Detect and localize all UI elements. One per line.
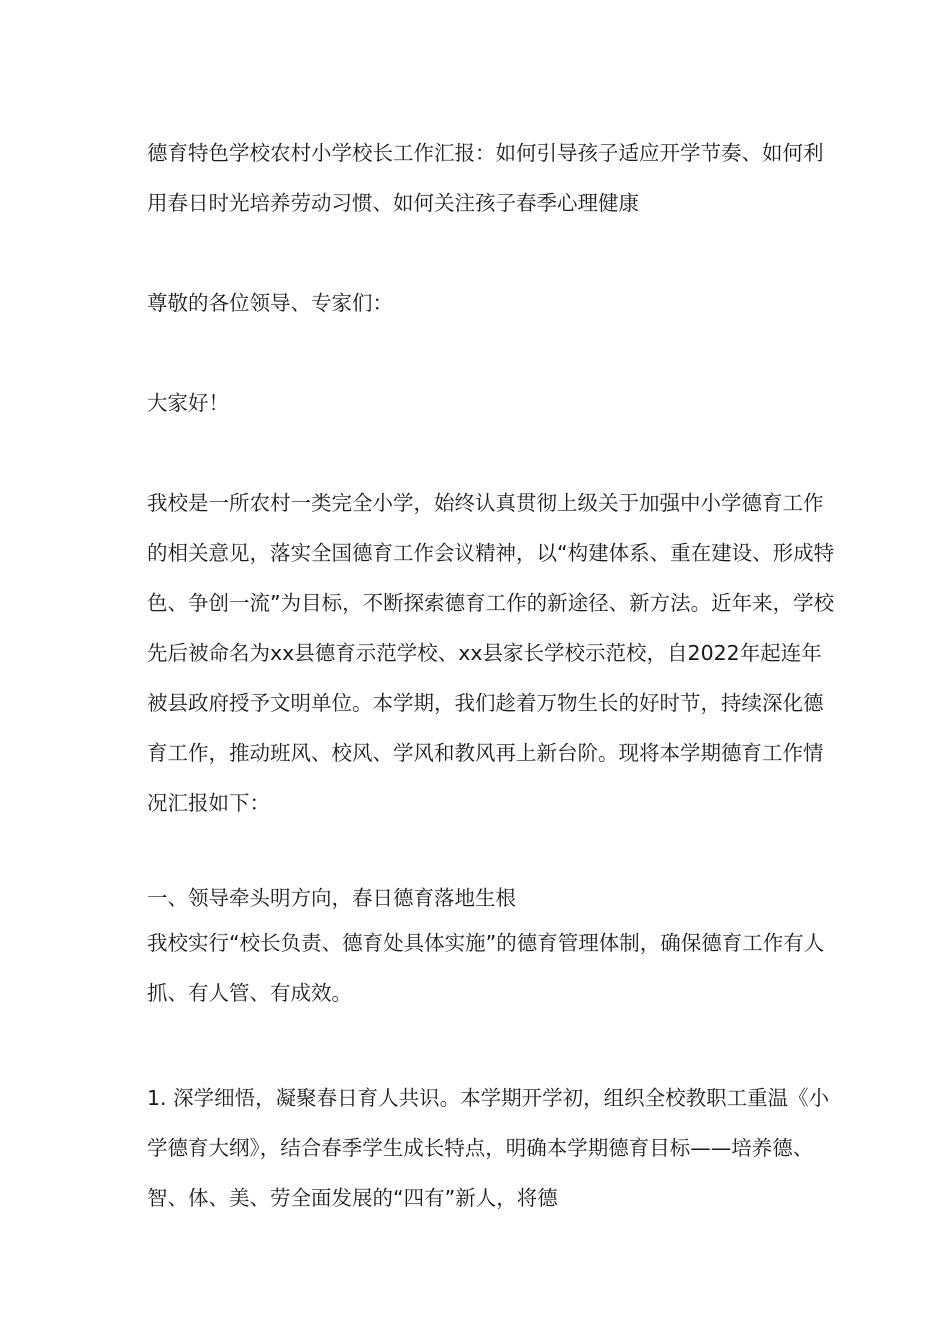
section-1-heading: 一、领导牵头明方向，春日德育落地生根: [147, 886, 516, 910]
greeting: 大家好！: [147, 391, 229, 415]
document-body: [147, 128, 837, 1223]
intro-paragraph: 我校是一所农村一类完全小学，始终认真贯彻上级关于加强中小学德育工作的相关意见，落实全国德育工作会议精神，以“构建体系、重在建设、形成特色、争创一流”为目标，不断探索德育工作的新途径、新方法。近年来，学校先后被命名为xx县德育示范学校、xx县家长学校示范校，自2022年起连年被县政府授予文明单位。本学期，我们趁着万物生长的好时节，持续深化德育工作，推动班风、校风、学风和教风再上新台阶。现将本学期德育工作情况汇报如下：: [147, 491, 835, 815]
salutation: 尊敬的各位领导、专家们：: [147, 291, 393, 315]
section-1-paragraph: 我校实行“校长负责、德育处具体实施”的德育管理体制，确保德育工作有人抓、有人管、有成效。: [147, 931, 825, 1005]
document-title: 德育特色学校农村小学校长工作汇报：如何引导孩子适应开学节奏、如何利用春日时光培养劳动习惯、如何关注孩子春季心理健康: [147, 141, 824, 215]
item-1-paragraph: 1. 深学细悟，凝聚春日育人共识。本学期开学初，组织全校教职工重温《小学德育大纲》，结合春季学生成长特点，明确本学期德育目标——培养德、智、体、美、劳全面发展的“四有”新人，将德: [147, 1086, 830, 1210]
